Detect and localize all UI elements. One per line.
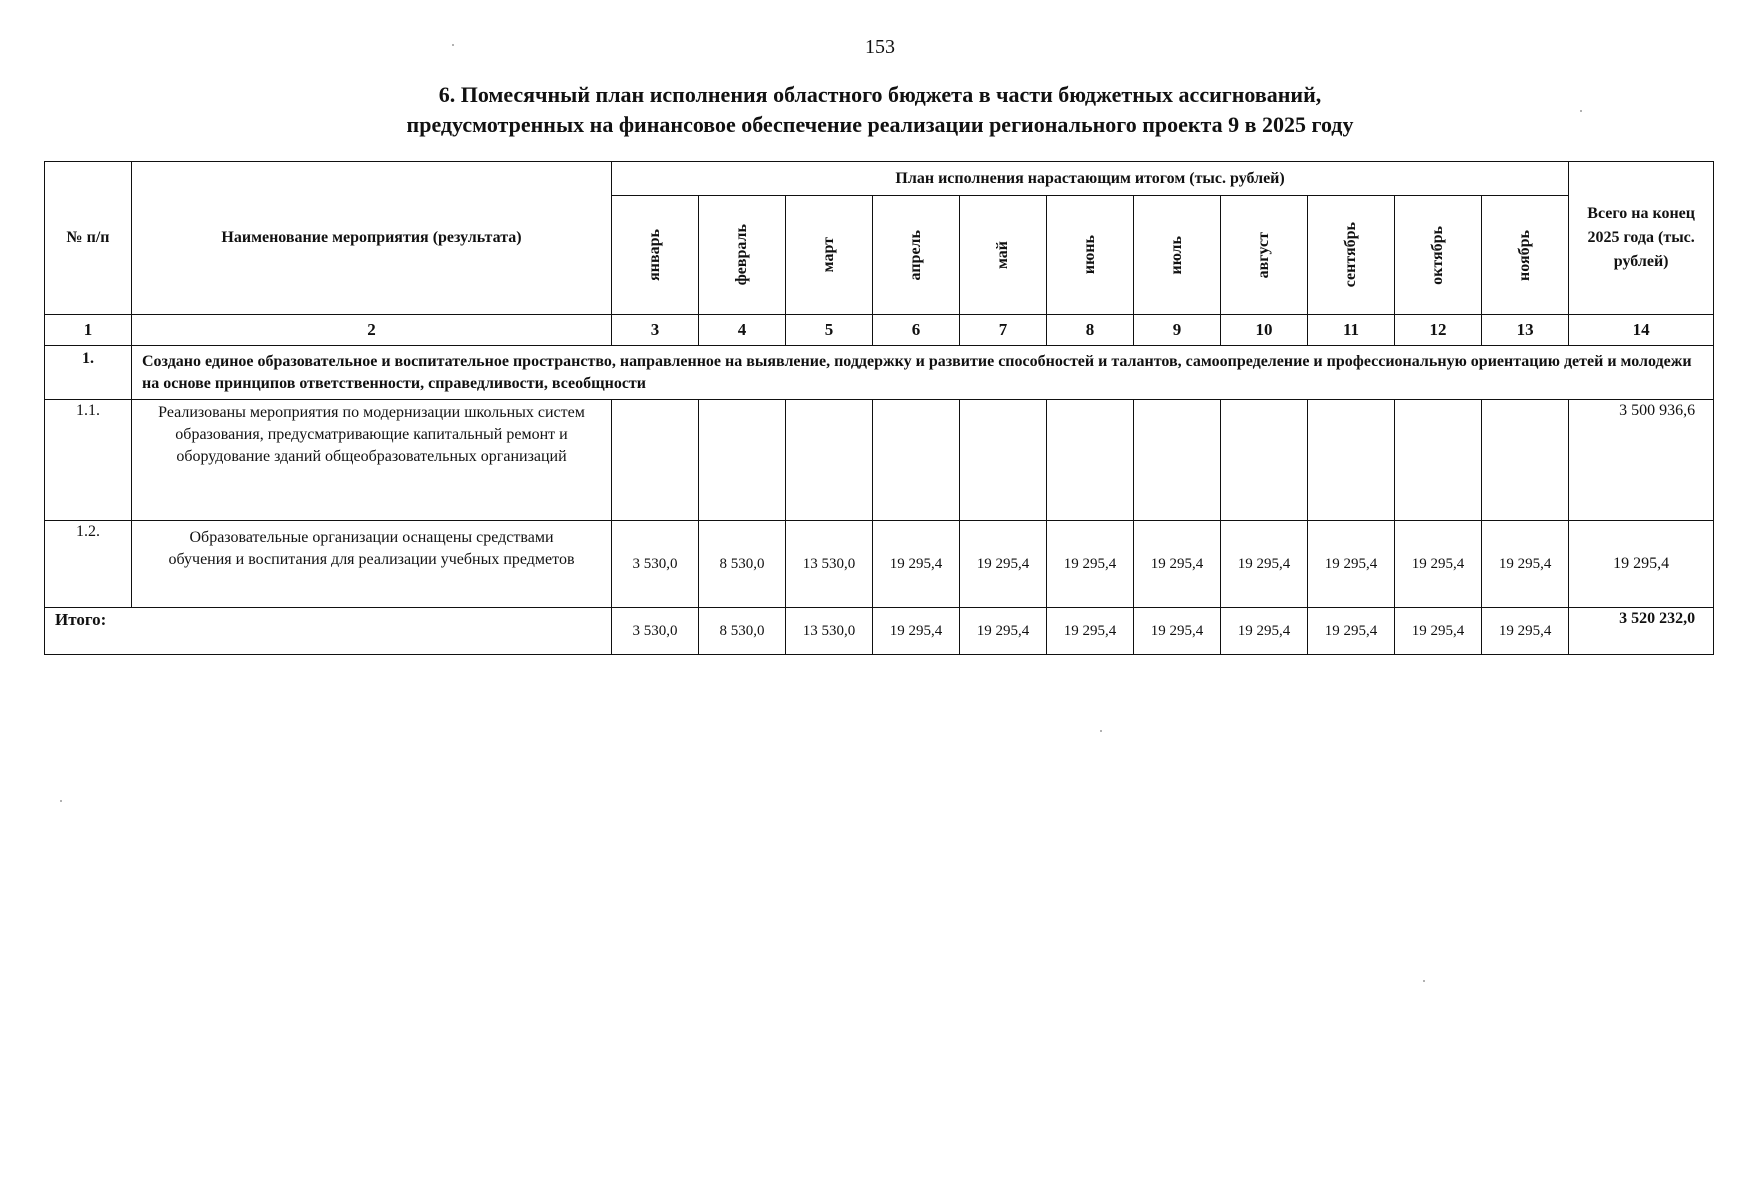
header-month-6 — [1047, 196, 1134, 315]
column-numbers-row — [45, 315, 1714, 346]
month-label: ноябрь — [1516, 229, 1534, 281]
month-label-wrap — [612, 196, 698, 314]
column-number: 10 — [1221, 315, 1308, 346]
header-col-no: № п/п — [45, 162, 132, 315]
table-row — [45, 400, 1714, 521]
column-number: 5 — [786, 315, 873, 346]
month-value: 19 295,4 — [1308, 521, 1395, 608]
title-line-2: предусмотренных на финансовое обеспечение реализации регионального проекта 9 в 2025 году — [406, 112, 1354, 137]
month-value: 19 295,4 — [960, 521, 1047, 608]
total-month-value: 19 295,4 — [1047, 608, 1134, 655]
header-month-8 — [1221, 196, 1308, 315]
month-value — [960, 400, 1047, 521]
month-label: апрель — [907, 229, 924, 281]
month-label: июнь — [1081, 235, 1098, 275]
total-month-value: 19 295,4 — [1308, 608, 1395, 655]
month-label-wrap — [786, 196, 872, 314]
month-value — [699, 400, 786, 521]
month-value — [1047, 400, 1134, 521]
section-number: 1. — [45, 346, 132, 400]
scan-speck — [452, 44, 454, 46]
section-text: Создано единое образовательное и воспитательное пространство, направленное на выявление, поддержку и развитие способностей и талантов, самоопределение и профессиональную ориентацию детей и молодежи на основе принципов ответственности, справедливости, всеобщности — [132, 346, 1714, 400]
scan-speck — [1100, 730, 1102, 732]
row-total: 19 295,4 — [1569, 521, 1714, 608]
month-value: 3 530,0 — [612, 521, 699, 608]
total-month-value: 8 530,0 — [699, 608, 786, 655]
month-label: январь — [646, 229, 663, 281]
header-col-name: Наименование мероприятия (результата) — [132, 162, 612, 315]
month-label: октябрь — [1429, 225, 1446, 285]
month-value — [612, 400, 699, 521]
month-label-wrap — [960, 196, 1046, 314]
table-row — [45, 521, 1714, 608]
column-number: 11 — [1308, 315, 1395, 346]
month-label-wrap — [699, 196, 785, 314]
month-value — [873, 400, 960, 521]
header-month-7 — [1134, 196, 1221, 315]
column-number: 9 — [1134, 315, 1221, 346]
scan-speck — [1580, 110, 1582, 112]
total-month-value: 19 295,4 — [1482, 608, 1569, 655]
header-month-5 — [960, 196, 1047, 315]
column-number: 2 — [132, 315, 612, 346]
total-row — [45, 608, 1714, 655]
title-line-1: 6. Помесячный план исполнения областного бюджета в части бюджетных ассигнований, — [438, 82, 1322, 107]
row-name: Реализованы мероприятия по модернизации школьных систем образования, предусматривающие капитальный ремонт и оборудование зданий общеобразовательных организаций — [132, 400, 612, 521]
month-value — [1308, 400, 1395, 521]
month-value: 19 295,4 — [1395, 521, 1482, 608]
total-month-value: 19 295,4 — [1395, 608, 1482, 655]
month-label-wrap — [1047, 196, 1133, 314]
total-month-value: 19 295,4 — [1134, 608, 1221, 655]
month-value: 8 530,0 — [699, 521, 786, 608]
column-number: 12 — [1395, 315, 1482, 346]
month-value — [1134, 400, 1221, 521]
month-label: июль — [1168, 235, 1185, 275]
month-label: март — [820, 237, 837, 273]
scan-speck — [1423, 980, 1425, 982]
month-label-wrap — [1134, 196, 1220, 314]
total-month-value: 3 530,0 — [612, 608, 699, 655]
header-col-total: Всего на конец 2025 года (тыс. рублей) — [1569, 162, 1714, 315]
page-number: 153 — [865, 36, 895, 58]
month-label-wrap — [873, 196, 959, 314]
month-value — [1221, 400, 1308, 521]
header-month-4 — [873, 196, 960, 315]
column-number: 7 — [960, 315, 1047, 346]
row-number: 1.1. — [45, 400, 132, 521]
budget-plan-table — [44, 161, 1714, 655]
month-label-wrap — [1221, 196, 1307, 314]
scan-speck — [60, 800, 62, 802]
month-value: 19 295,4 — [1482, 521, 1569, 608]
column-number: 3 — [612, 315, 699, 346]
document-title — [0, 80, 1760, 140]
month-value: 19 295,4 — [873, 521, 960, 608]
total-month-value: 19 295,4 — [960, 608, 1047, 655]
month-label: сентябрь — [1342, 222, 1359, 288]
header-row-top — [45, 162, 1714, 196]
month-value — [786, 400, 873, 521]
month-value: 19 295,4 — [1221, 521, 1308, 608]
grand-total: 3 520 232,0 — [1569, 608, 1714, 655]
month-label: август — [1255, 231, 1272, 279]
total-month-value: 19 295,4 — [873, 608, 960, 655]
column-number: 13 — [1482, 315, 1569, 346]
month-value: 19 295,4 — [1134, 521, 1221, 608]
header-plan-group: План исполнения нарастающим итогом (тыс. рублей) — [612, 162, 1569, 196]
month-label-wrap — [1308, 196, 1394, 314]
section-row — [45, 346, 1714, 400]
month-value: 19 295,4 — [1047, 521, 1134, 608]
month-value — [1395, 400, 1482, 521]
header-month-9 — [1308, 196, 1395, 315]
column-number: 14 — [1569, 315, 1714, 346]
header-month-1 — [612, 196, 699, 315]
month-value: 13 530,0 — [786, 521, 873, 608]
column-number: 1 — [45, 315, 132, 346]
month-label-wrap — [1482, 196, 1568, 314]
header-month-3 — [786, 196, 873, 315]
month-label-wrap — [1395, 196, 1481, 314]
total-label: Итого: — [45, 608, 612, 655]
row-name: Образовательные организации оснащены средствами обучения и воспитания для реализации учебных предметов — [132, 521, 612, 608]
total-month-value: 19 295,4 — [1221, 608, 1308, 655]
column-number: 6 — [873, 315, 960, 346]
header-month-11 — [1482, 196, 1569, 315]
row-total: 3 500 936,6 — [1569, 400, 1714, 521]
column-number: 8 — [1047, 315, 1134, 346]
column-number: 4 — [699, 315, 786, 346]
header-month-10 — [1395, 196, 1482, 315]
month-value — [1482, 400, 1569, 521]
month-label: май — [994, 240, 1011, 269]
total-month-value: 13 530,0 — [786, 608, 873, 655]
month-label: февраль — [733, 224, 750, 286]
row-number: 1.2. — [45, 521, 132, 608]
header-month-2 — [699, 196, 786, 315]
